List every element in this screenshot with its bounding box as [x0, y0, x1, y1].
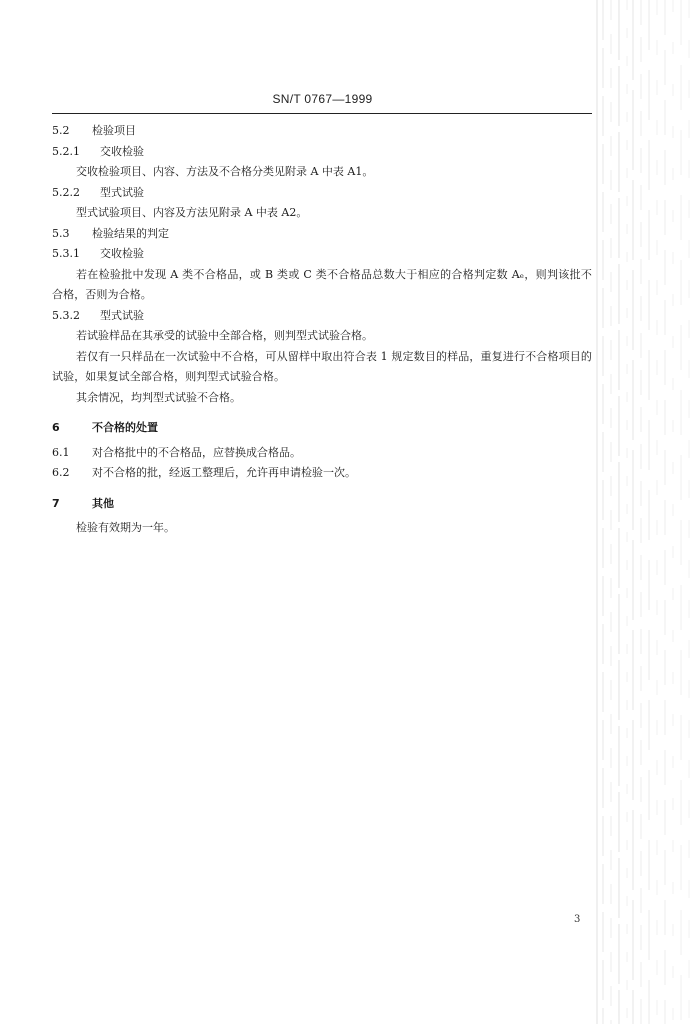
section-number: 6 [52, 421, 60, 434]
document-body [52, 121, 592, 539]
section-5-2-1-text: 交收检验项目、内容、方法及不合格分类见附录 A 中表 A1。 [76, 165, 374, 178]
section-number: 6.1 [52, 445, 70, 459]
section-7-heading [52, 494, 592, 515]
section-title: 交收检验 [100, 247, 144, 260]
section-5-3-1-text: 若在检验批中发现 A 类不合格品，或 B 类或 C 类不合格品总数大于相应的合格判定数 Aₑ，则判该批不合格，否则为合格。 [52, 267, 592, 301]
section-title: 型式试验 [100, 185, 144, 199]
section-title: 检验结果的判定 [92, 226, 169, 240]
scan-edge-artifacts [585, 0, 697, 1024]
section-5-2-1 [52, 142, 592, 163]
section-5-2-2-text: 型式试验项目、内容及方法见附录 A 中表 A2。 [76, 206, 308, 219]
header-rule [52, 113, 592, 114]
section-6-2 [52, 463, 592, 484]
page-number: 3 [574, 914, 581, 925]
section-5-2-2 [52, 183, 592, 204]
section-5-3 [52, 224, 592, 245]
section-5-3-2 [52, 306, 592, 327]
section-6-1 [52, 443, 592, 464]
section-number: 5.3.1 [52, 247, 80, 260]
section-number: 5.2.1 [52, 144, 80, 158]
section-number: 5.2 [52, 124, 70, 137]
section-7-text: 检验有效期为一年。 [76, 521, 175, 534]
section-5-3-1 [52, 244, 592, 265]
section-5-3-2-text-2: 若仅有一只样品在一次试验中不合格，可从留样中取出符合表 1 规定数目的样品，重复进行不合格项目的试验，如果复试全部合格，则判型式试验合格。 [52, 349, 592, 383]
section-5-3-2-text-3: 其余情况，均判型式试验不合格。 [76, 390, 241, 404]
section-title: 不合格的处置 [92, 421, 158, 434]
section-title: 其他 [92, 496, 114, 510]
section-number: 5.2.2 [52, 185, 80, 199]
section-number: 5.3 [52, 226, 70, 240]
section-5-3-2-text-1: 若试验样品在其承受的试验中全部合格，则判型式试验合格。 [76, 329, 373, 342]
section-title: 检验项目 [92, 124, 136, 137]
section-text: 对合格批中的不合格品，应替换成合格品。 [92, 445, 301, 459]
section-number: 7 [52, 496, 60, 510]
section-number: 6.2 [52, 466, 70, 479]
section-title: 交收检验 [100, 144, 144, 158]
section-6-heading [52, 418, 592, 439]
section-number: 5.3.2 [52, 308, 80, 322]
page-header: SN/T 0767—1999 [272, 92, 373, 106]
section-title: 型式试验 [100, 308, 144, 322]
section-text: 对不合格的批，经返工整理后，允许再申请检验一次。 [92, 466, 356, 479]
section-5-2 [52, 121, 592, 142]
